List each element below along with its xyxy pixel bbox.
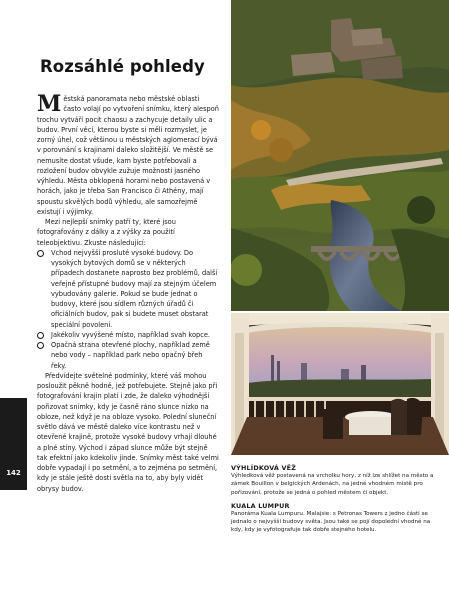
list-item: Opačná strana otevřené plochy, například země nebo vody – například park nebo opačný břeh řeky. [37,340,219,371]
paragraph-3: Předvídejte světelné podmínky, které váš mohou posloužit pěkně hodně, jež potřebujete. Stejně jako při fotografování krajin platí i zde, že daleko výhodnější pořizovat snímky, kdy je časně ráno slunce nízko na obloze, než když je na obloze vysoko. Polední sluneční světlo dává ve městě daleko více kontrastu než v otevřené krajině, protože vysoké budovy vrhají dlouhé a plné stíny. Východ i západ slunce může být stejně tak efektní jako kdekoliv jinde. Snímky měst také velmi dobře vypadají i po setmění, a to zejména po setmění, kdy je stále ještě dosti světla na to, aby byly vidět obrysy budov. [37,371,219,493]
page-title: Rozsáhlé pohledy [40,57,205,76]
caption-text: Výhledková věž postavená na vrcholku hory, z níž lze shlížet na město a zámek Bouillon v belgických Ardenách, na jedné vhodném místě pro pořizování, protože se jedná o pohled městem či objekt. [231,473,434,496]
caption-text: Panoráma Kuala Lumpuru. Malajsie: s Petronas Towers z jedno části se jednalo o nejvyšší budovy světa. Jsou také se pojí dopolední vhodné na kdy, kdy je vyfotografuje tak dobře stejného hotelu. [231,511,431,534]
body-text [37,91,219,494]
list-item: Jakékoliv vyvýšené místo, například svah kopce. [37,330,219,340]
intro-text: ěstská panoramata nebo městské oblasti často volají po vytvoření snímku, který alespoň trochu vytváří pocit chaosu a zachycuje detaily ulic a budov. První věcí, kterou byste si měli rozmyslet, je zorný úhel, což většinou u městských aglomerací bývá v porovnání s krajinami daleko složitější. Ve městě se nemusíte dostat všude, kam byste potřebovali a rozložení budov obvykle zužuje možnosti jasného výhledu. Města obklopená horami nebo postavená v horách, jako je třeba San Francisco či Athény, mají spoustu skvělých bodů výhledu, ale samozřejmě existují i výjimky. [37,95,219,216]
photo-captions [231,464,441,540]
paragraph-2: Mezi nejlepší snímky patří ty, které jsou fotografovány z dálky a z výšky za použití teleobjektivu. Zkuste následující: [37,218,176,247]
circle-bullet-icon [37,342,44,349]
list-item: Vchod nejvyšší prosluté vysoké budovy. Do vysokých bytových domů se v některých případech dostanete naprosto bez problémů, další veřejně přístupné budovy mají za stejným účelem vybudovány galerie. Pokud se bude jednat o budovy, které jsou sídlem různých úřadů či oficiálních budov, pak si budete muset obstarat speciální povolení. [37,248,219,330]
intro-paragraph [37,91,219,217]
kuala-lumpur-terrace-photo [231,313,449,455]
castle-valley-photo [231,0,449,311]
bullet-list [37,248,219,371]
circle-bullet-icon [37,250,44,257]
caption-heading: VÝHLÍDKOVÁ VĚŽ [231,464,297,472]
circle-bullet-icon [37,332,44,339]
drop-cap: M [37,91,62,117]
caption-heading: KUALA LUMPUR [231,501,290,510]
page-number: 142 [6,469,21,477]
